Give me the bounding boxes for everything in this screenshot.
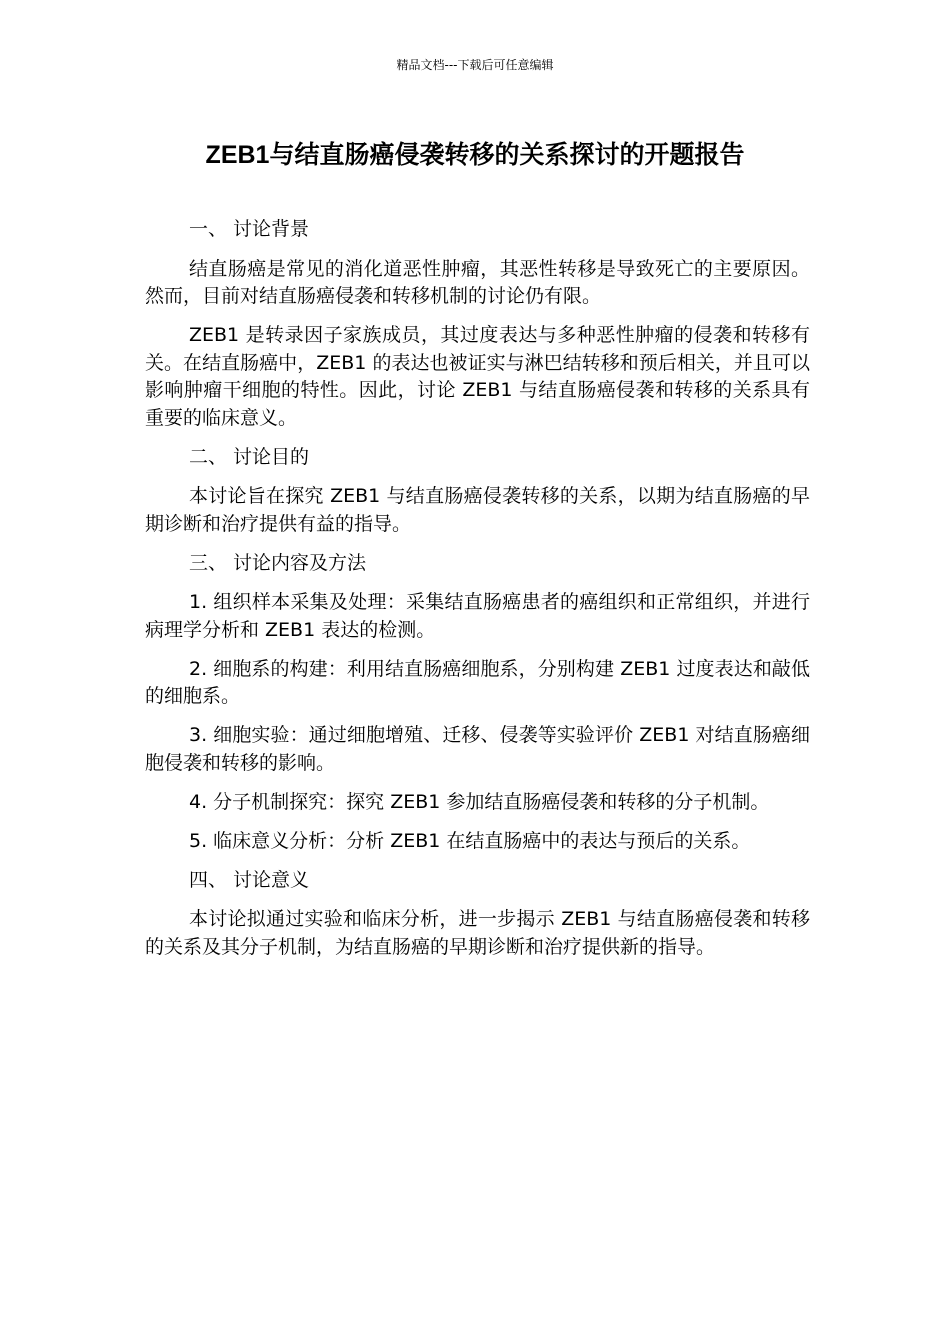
document-body: [145, 216, 810, 973]
section-heading-methods: 三、 讨论内容及方法: [189, 551, 367, 574]
background-paragraph-2: ZEB1 是转录因子家族成员，其过度表达与多种恶性肿瘤的侵袭和转移有关。在结直肠癌中，ZEB1 的表达也被证实与淋巴结转移和预后相关，并且可以影响肿瘤干细胞的特性。因此，讨论 ZEB1 与结直肠癌侵袭和转移的关系具有重要的临床意义。: [145, 324, 810, 429]
method-item-5: 5. 临床意义分析：分析 ZEB1 在结直肠癌中的表达与预后的关系。: [189, 829, 751, 852]
method-item-1: 1. 组织样本采集及处理：采集结直肠癌患者的癌组织和正常组织，并进行病理学分析和 ZEB1 表达的检测。: [145, 591, 810, 641]
method-item-3: 3. 细胞实验：通过细胞增殖、迁移、侵袭等实验评价 ZEB1 对结直肠癌细胞侵袭和转移的影响。: [145, 724, 810, 774]
method-item-4: 4. 分子机制探究：探究 ZEB1 参加结直肠癌侵袭和转移的分子机制。: [189, 790, 770, 813]
significance-paragraph: 本讨论拟通过实验和临床分析，进一步揭示 ZEB1 与结直肠癌侵袭和转移的关系及其分子机制，为结直肠癌的早期诊断和治疗提供新的指导。: [145, 908, 810, 958]
section-heading-significance: 四、 讨论意义: [189, 868, 310, 891]
background-paragraph-1: 结直肠癌是常见的消化道恶性肿瘤，其恶性转移是导致死亡的主要原因。然而，目前对结直肠癌侵袭和转移机制的讨论仍有限。: [145, 257, 810, 307]
document-title: ZEB1与结直肠癌侵袭转移的关系探讨的开题报告: [205, 141, 745, 169]
method-item-2: 2. 细胞系的构建：利用结直肠癌细胞系，分别构建 ZEB1 过度表达和敲低的细胞系。: [145, 657, 810, 707]
section-heading-background: 一、 讨论背景: [189, 218, 310, 240]
page-header: 精品文档---下载后可任意编辑: [396, 58, 554, 72]
purpose-paragraph: 本讨论旨在探究 ZEB1 与结直肠癌侵袭转移的关系，以期为结直肠癌的早期诊断和治疗提供有益的指导。: [145, 485, 810, 535]
section-heading-purpose: 二、 讨论目的: [189, 445, 310, 468]
